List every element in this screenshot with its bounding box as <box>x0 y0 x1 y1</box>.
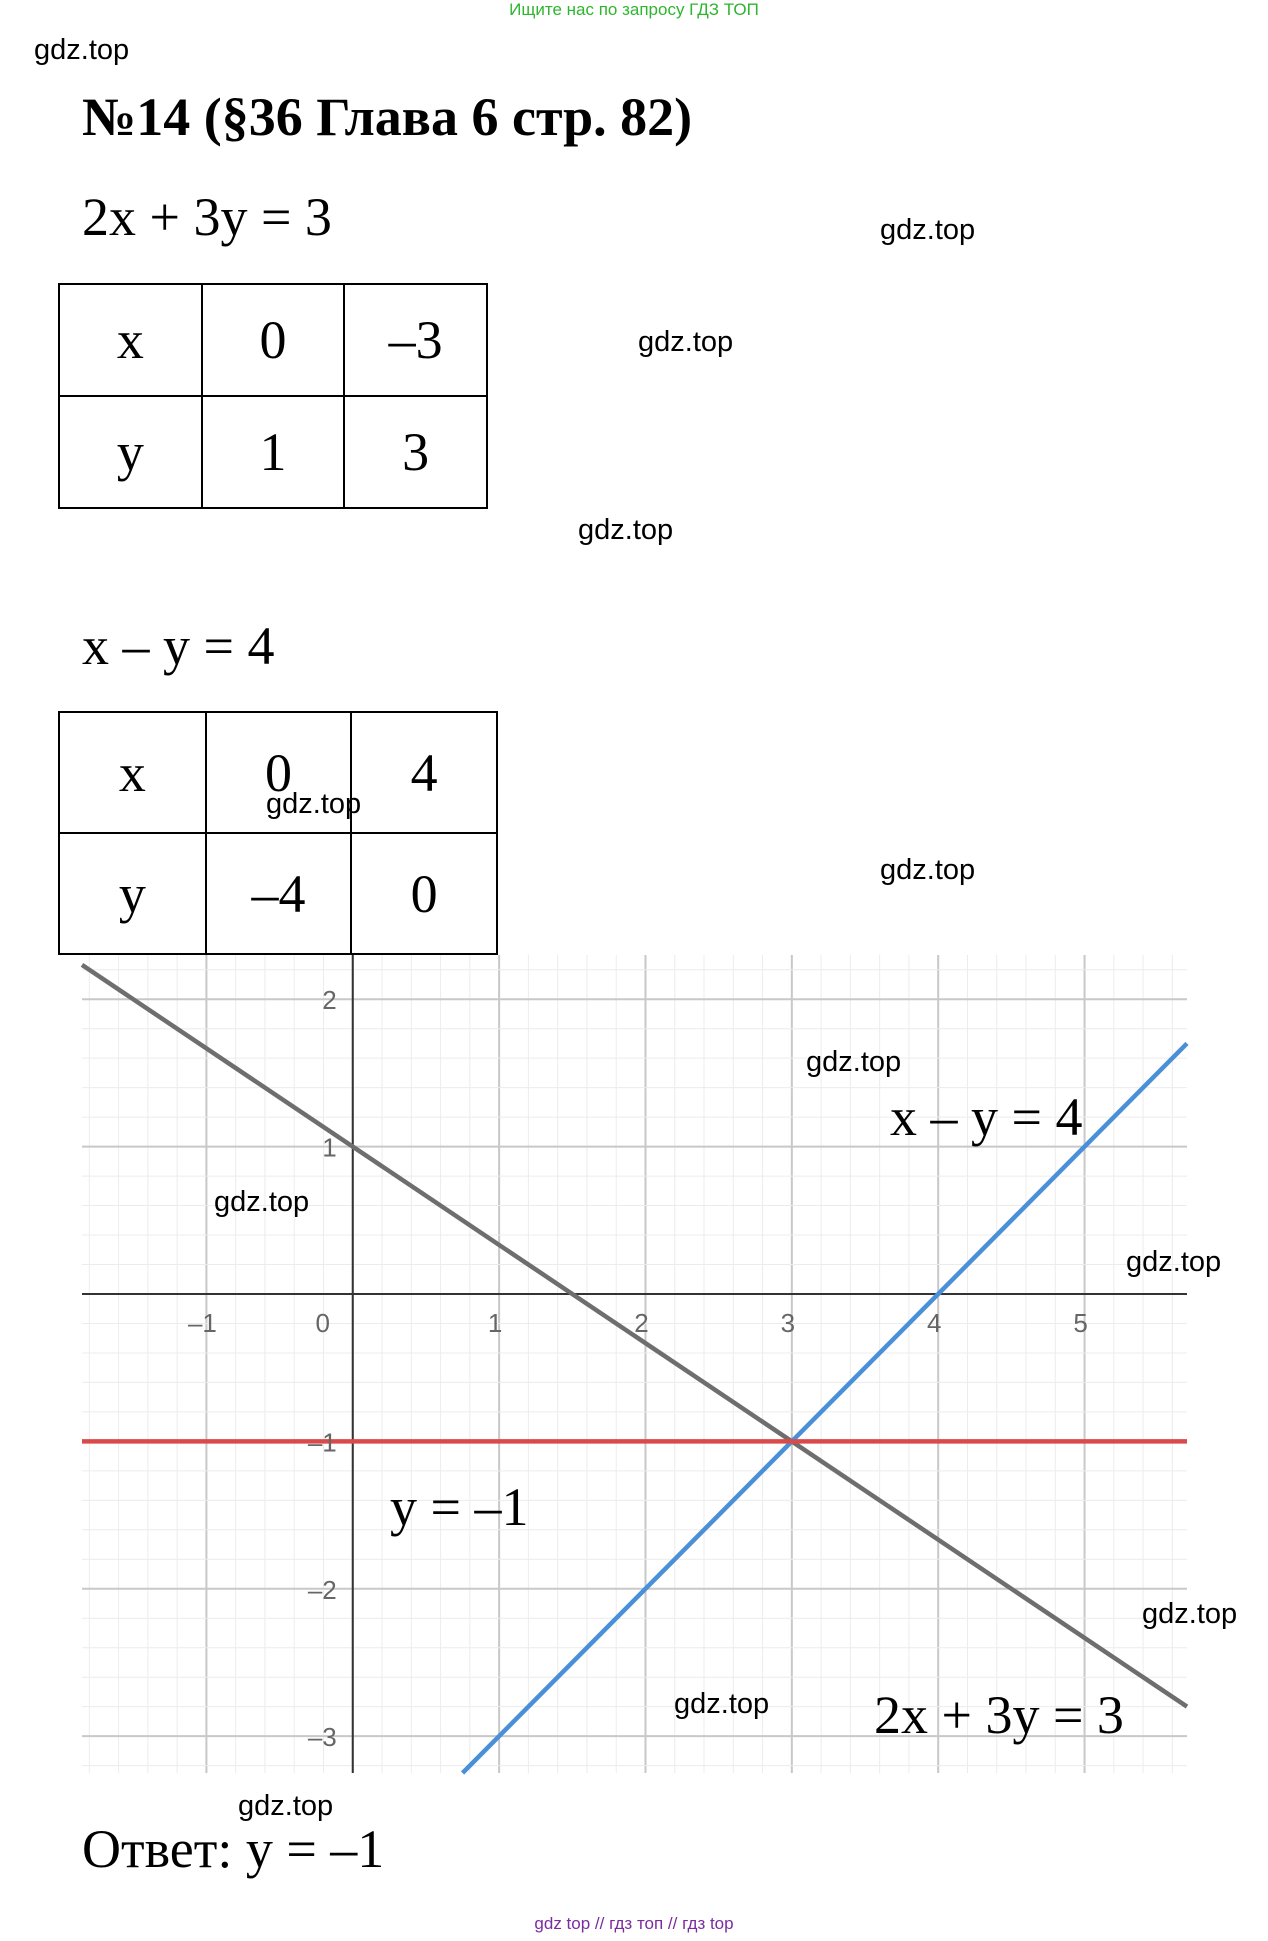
table-cell: x <box>59 712 206 833</box>
table-cell: 0 <box>351 833 497 954</box>
answer: Ответ: y = –1 <box>82 1819 385 1879</box>
series-line-2 <box>463 1043 1187 1773</box>
watermark: gdz.top <box>1142 1598 1238 1630</box>
table-cell: 0 <box>206 712 352 833</box>
watermark: gdz.top <box>806 1046 902 1078</box>
watermark: gdz.top <box>638 326 734 358</box>
watermark: gdz.top <box>1126 1246 1222 1278</box>
watermark: gdz.top <box>238 1790 334 1822</box>
watermark: gdz.top <box>578 514 674 546</box>
x-tick-label: –1 <box>187 1307 217 1338</box>
table-cell: y <box>59 833 206 954</box>
line-label-x-minus-y: x – y = 4 <box>890 1087 1083 1147</box>
y-tick-label: 2 <box>322 985 337 1016</box>
table-cell: 1 <box>202 396 345 508</box>
table-cell: 3 <box>344 396 487 508</box>
table-cell: x <box>59 284 202 396</box>
y-tick-label: 1 <box>322 1132 337 1163</box>
x-tick-label: 4 <box>926 1307 942 1338</box>
watermark: gdz.top <box>214 1186 310 1218</box>
watermark: gdz.top <box>266 788 362 820</box>
watermark: gdz.top <box>674 1688 770 1720</box>
table-cell: –3 <box>344 284 487 396</box>
footer-links: gdz top // гдз топ // гдз top <box>534 1914 734 1933</box>
table-cell: 4 <box>351 712 497 833</box>
table-cell: –4 <box>206 833 352 954</box>
x-tick-label: 2 <box>634 1307 649 1338</box>
equation-1: 2x + 3y = 3 <box>82 187 332 247</box>
search-banner: Ищите нас по запросу ГДЗ ТОП <box>509 0 759 19</box>
watermark: gdz.top <box>880 214 976 246</box>
y-tick-label: –3 <box>307 1722 337 1753</box>
table-cell: 0 <box>202 284 345 396</box>
y-tick-label: –2 <box>307 1574 337 1605</box>
x-tick-label: 5 <box>1073 1307 1088 1338</box>
table-cell: y <box>59 396 202 508</box>
page-title: №14 (§36 Глава 6 стр. 82) <box>82 87 693 147</box>
watermark: gdz.top <box>880 854 976 886</box>
x-tick-label: 1 <box>487 1307 503 1338</box>
x-tick-label: 0 <box>315 1307 330 1338</box>
y-tick-label: –1 <box>307 1427 337 1458</box>
watermark: gdz.top <box>34 34 130 66</box>
equation-2: x – y = 4 <box>82 616 275 676</box>
line-label-2x-plus-3y: 2x + 3y = 3 <box>874 1685 1124 1745</box>
line-label-y-equals-minus-1: y = –1 <box>390 1477 529 1537</box>
x-tick-label: 3 <box>780 1307 796 1338</box>
